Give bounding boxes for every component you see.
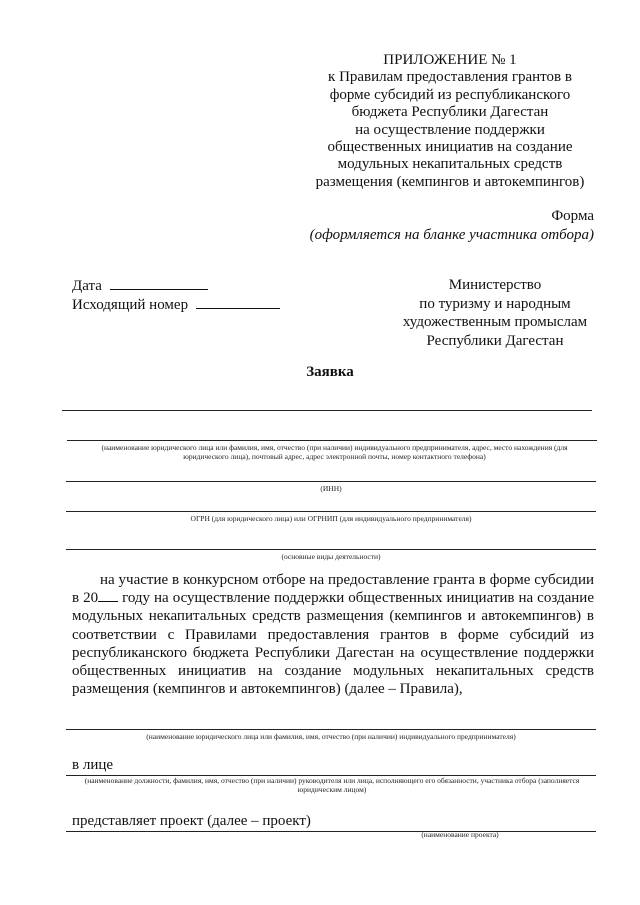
- appendix-line: модульных некапитальных средств: [337, 156, 563, 173]
- appendix-line: размещения (кемпингов и автокемпингов): [315, 173, 585, 190]
- ogrn-line[interactable]: [66, 511, 596, 512]
- document-title: Заявка: [306, 364, 354, 380]
- appendix-title: ПРИЛОЖЕНИЕ № 1: [383, 52, 517, 68]
- addressee-line: Министерство: [448, 277, 542, 293]
- form-note-text: (оформляется на бланке участника отбора): [309, 227, 594, 243]
- year-field[interactable]: [98, 589, 118, 602]
- appendix-line: к Правилам предоставления грантов в: [328, 69, 572, 86]
- date-label: Дата: [72, 278, 102, 294]
- date-field[interactable]: [110, 276, 208, 290]
- paragraph-part-2: году на осуществление поддержки общественных инициатив на создание модульных некапитальных средств размещения (кемпингов и автокемпингов) в соответствии с Правилами предоставления грантов в форме субсидий из республиканского бюджета Республики Дагестан на осуществление поддержки общественных инициатив на создание модульных некапитальных средств размещения (кемпингов и автокемпингов) (далее – Правила),: [72, 590, 594, 698]
- addressee-line: Республики Дагестан: [426, 332, 564, 349]
- applicant-caption: (наименование юридического лица или фамилия, имя, отчество (при наличии) индивидуального предпринимателя, адрес, место нахождения (для юридического лица), почтовый адрес, адрес электронной почты, номер контактного телефона): [101, 443, 568, 461]
- appendix-line: форме субсидий из республиканского: [329, 86, 571, 103]
- applicant-line-2[interactable]: [67, 440, 597, 441]
- project-name-caption: (наименование проекта): [421, 830, 499, 839]
- entity-name-line[interactable]: [66, 729, 596, 730]
- addressee-line: по туризму и народным: [419, 295, 571, 312]
- activities-caption: (основные виды деятельности): [281, 552, 381, 561]
- paragraph-part-1: на участие в конкурсном отборе на предоставление гранта в форме субсидии в 20: [72, 572, 594, 607]
- date-outgoing-block: [72, 276, 280, 314]
- form-note: [310, 207, 594, 245]
- in-person-label: в лице: [72, 757, 114, 773]
- outgoing-number-field[interactable]: [196, 295, 280, 309]
- appendix-line: общественных инициатив на создание: [327, 139, 573, 156]
- form-label: Форма: [551, 208, 594, 224]
- activities-line[interactable]: [66, 549, 596, 550]
- application-paragraph: [72, 571, 594, 698]
- ogrn-caption: ОГРН (для юридического лица) или ОГРНИП (для индивидуального предпринимателя): [190, 514, 472, 523]
- inn-caption: (ИНН): [320, 484, 342, 493]
- appendix-line: бюджета Республики Дагестан: [351, 104, 549, 121]
- addressee-block: [395, 276, 595, 350]
- representative-caption: (наименование должности, фамилия, имя, отчество (при наличии) руководителя или лица, исполняющего его обязанности, участника отбора (заполняется юридическим лицом): [84, 776, 580, 794]
- inn-line[interactable]: [66, 481, 596, 482]
- entity-name-caption: (наименование юридического лица или фамилия, имя, отчество (при наличии) индивидуального предпринимателя): [146, 732, 516, 741]
- project-label: представляет проект (далее – проект): [72, 813, 311, 829]
- outgoing-number-label: Исходящий номер: [72, 297, 189, 313]
- applicant-line-1[interactable]: [62, 410, 592, 411]
- appendix-line: на осуществление поддержки: [355, 121, 545, 138]
- appendix-header: [300, 52, 600, 191]
- addressee-line: художественным промыслам: [402, 314, 588, 330]
